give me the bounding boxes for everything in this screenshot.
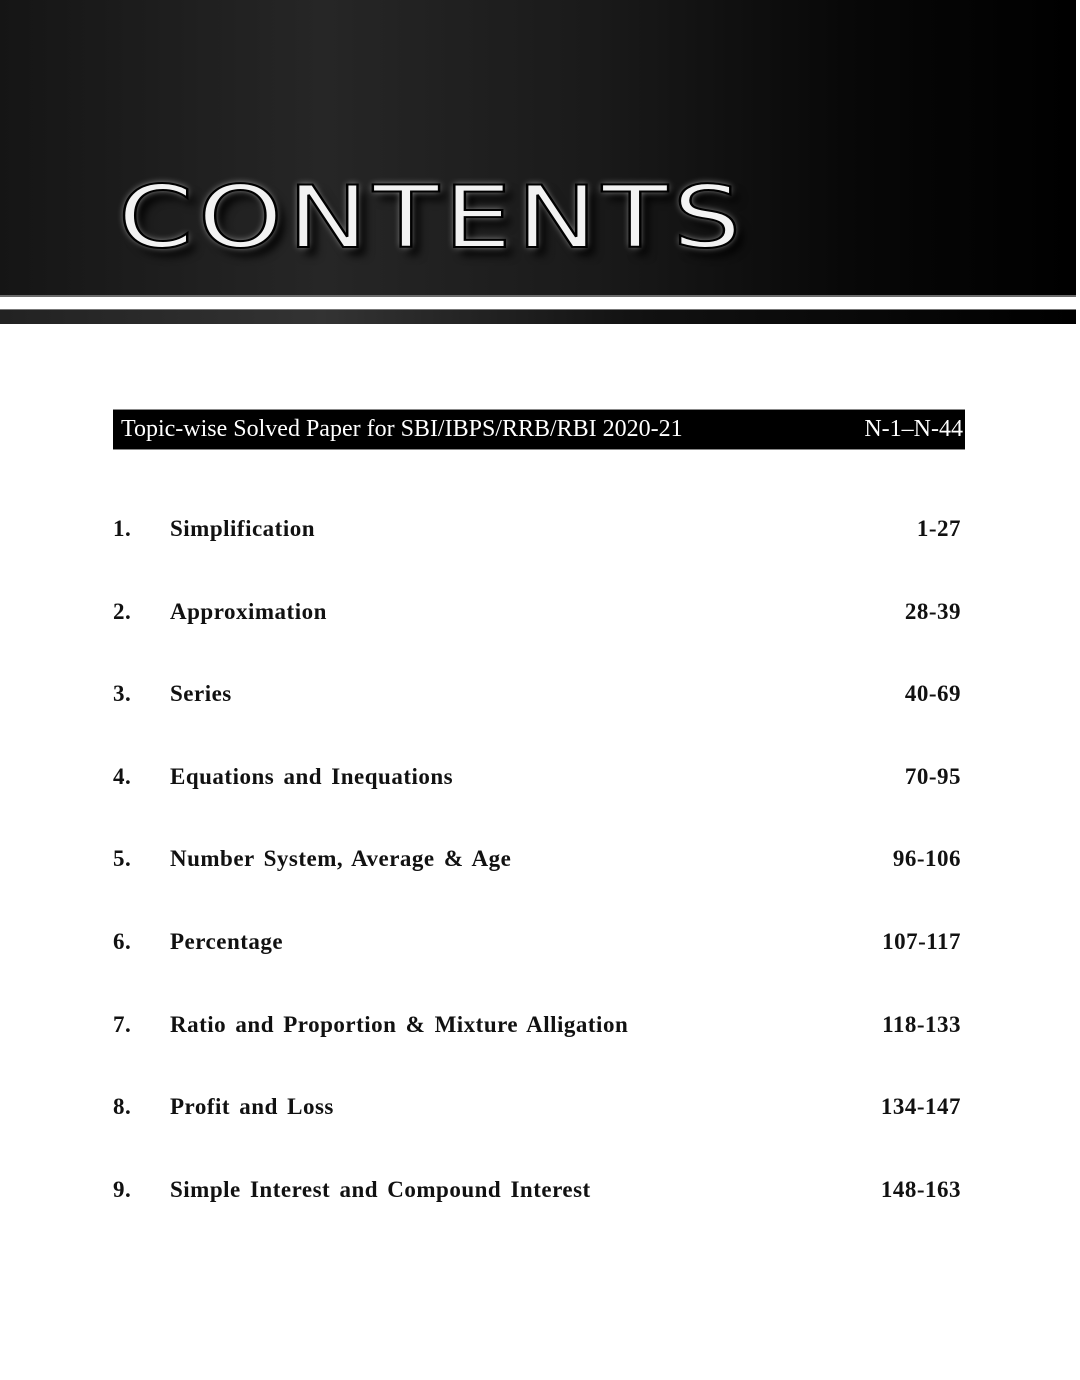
entry-pages: 148-163 (880, 1176, 961, 1202)
entry-pages: 1-27 (916, 516, 961, 541)
entry-pages: 70-95 (904, 763, 961, 789)
entry-number: 2. (113, 598, 132, 624)
header-banner (0, 0, 1076, 297)
entry-pages: 118-133 (882, 1011, 961, 1037)
section-header (113, 409, 965, 450)
entry-title: Equations and Inequations (170, 763, 454, 789)
entry-title: Profit and Loss (170, 1094, 334, 1120)
entry-number: 7. (113, 1011, 132, 1037)
entry-title: Percentage (170, 929, 284, 954)
entry-number: 1. (113, 516, 132, 541)
entry-number: 6. (113, 929, 132, 954)
divider-stripe (0, 309, 1076, 324)
toc-entry[interactable] (113, 516, 961, 542)
section-pages: N-1–N-44 (864, 416, 963, 442)
toc-entry[interactable] (113, 1012, 961, 1038)
toc-entry[interactable] (113, 764, 961, 790)
entry-title: Series (170, 681, 232, 707)
entry-number: 8. (113, 1094, 132, 1120)
entry-title: Ratio and Proportion & Mixture Alligation (170, 1011, 629, 1037)
entry-number: 3. (113, 681, 132, 707)
entry-pages: 40-69 (904, 681, 961, 707)
toc-entry[interactable] (113, 681, 961, 707)
entry-pages: 107-117 (882, 929, 961, 954)
entry-title: Simplification (170, 516, 316, 541)
toc-entry[interactable] (113, 846, 961, 872)
entry-number: 4. (113, 763, 132, 789)
entry-number: 5. (113, 846, 132, 872)
toc-entry[interactable] (113, 1094, 961, 1120)
entry-pages: 28-39 (904, 598, 961, 624)
toc-entry[interactable] (113, 599, 961, 625)
entry-title: Simple Interest and Compound Interest (170, 1176, 591, 1202)
toc-entry[interactable] (113, 1177, 961, 1203)
entry-pages: 134-147 (880, 1094, 961, 1120)
entry-number: 9. (113, 1176, 132, 1202)
page-title: CONTENTS (118, 168, 747, 268)
entry-title: Number System, Average & Age (170, 846, 512, 872)
entry-title: Approximation (170, 598, 327, 624)
entry-pages: 96-106 (892, 846, 961, 872)
section-title: Topic-wise Solved Paper for SBI/IBPS/RRB/RBI 2020-21 (121, 416, 683, 442)
toc-entry[interactable] (113, 929, 961, 955)
